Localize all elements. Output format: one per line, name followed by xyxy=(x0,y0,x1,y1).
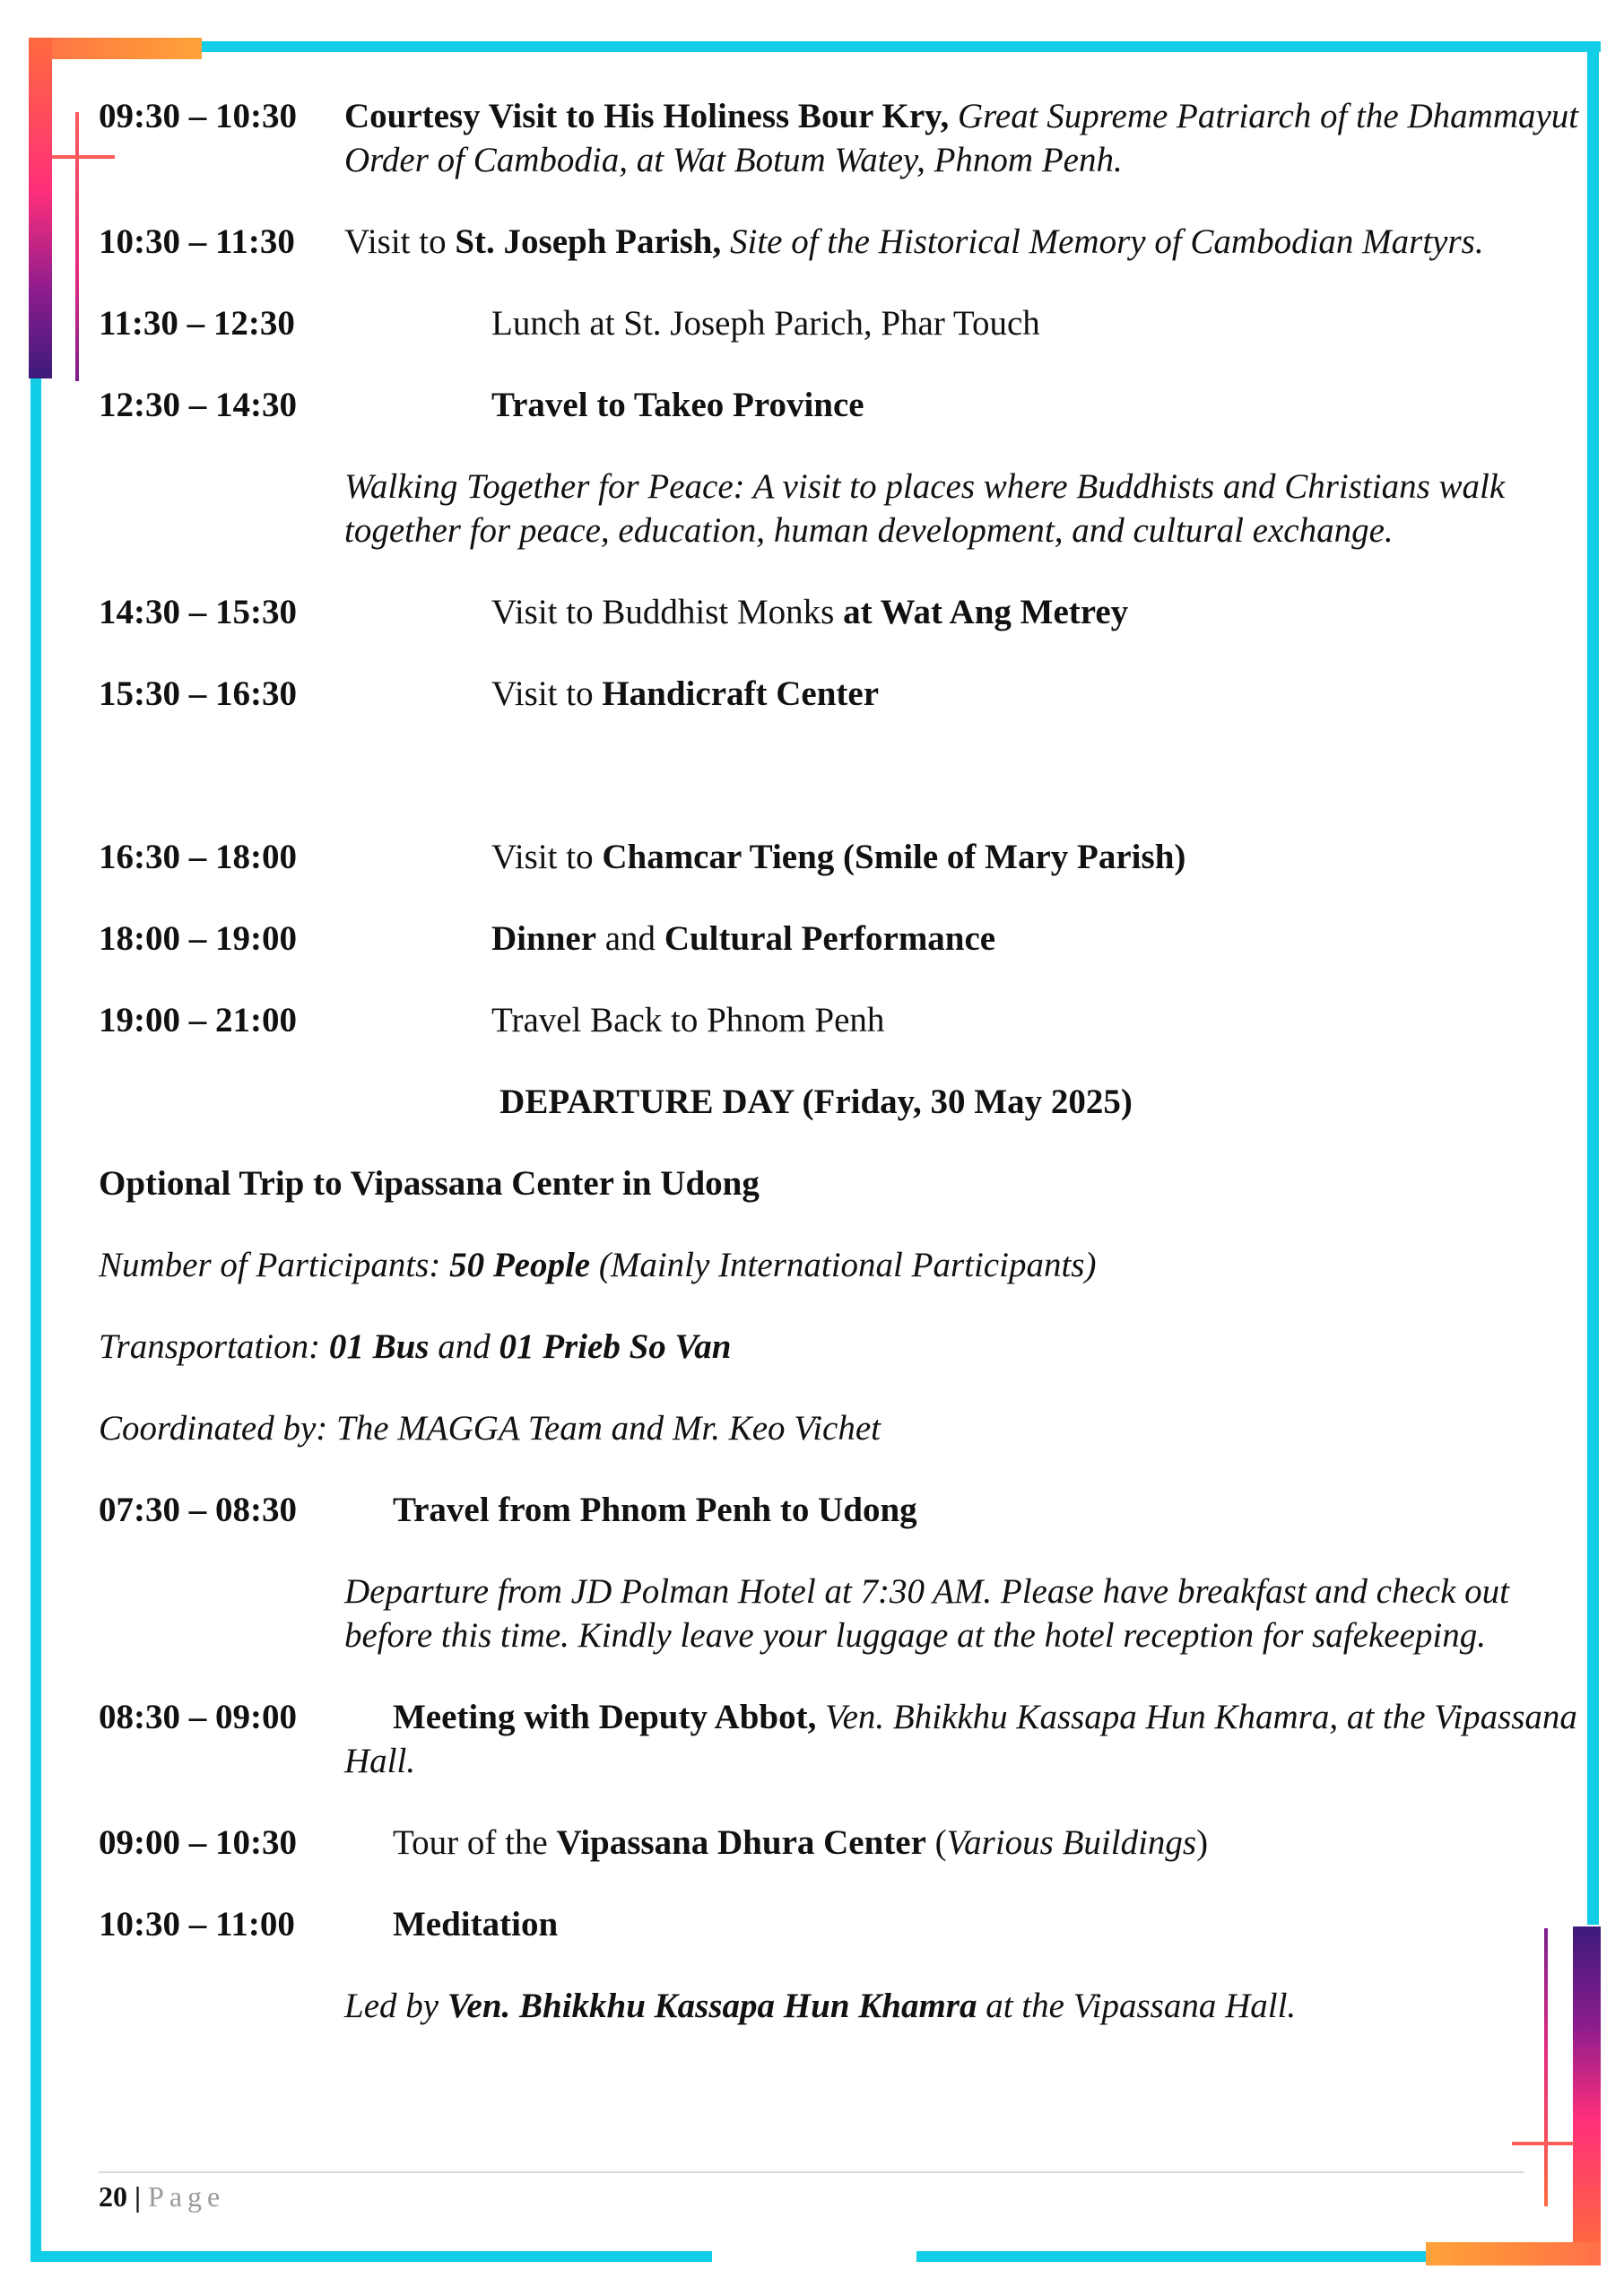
gradient-bar-right xyxy=(1573,1926,1601,2249)
schedule-time: 10:30 – 11:00 xyxy=(99,1905,295,1944)
schedule-row xyxy=(99,590,1533,634)
participants-label: Number of Participants: xyxy=(99,1246,450,1284)
schedule-content xyxy=(99,94,1579,2028)
event-title: St. Joseph Parish, xyxy=(455,222,722,261)
led-by-prefix: Led by xyxy=(344,1987,447,2025)
event-title: at Wat Ang Metrey xyxy=(843,593,1129,631)
schedule-time: 12:30 – 14:30 xyxy=(99,386,297,424)
schedule-time: 18:00 – 19:00 xyxy=(99,919,297,958)
event-title: Dinner xyxy=(491,919,596,958)
schedule-description: Travel Back to Phnom Penh xyxy=(491,1001,885,1039)
event-prefix: Visit to Buddhist Monks xyxy=(491,593,844,631)
event-detail: Various Buildings xyxy=(946,1823,1197,1862)
page-number: 20 xyxy=(99,2180,127,2213)
participants-note: (Mainly International Participants) xyxy=(590,1246,1097,1284)
transport-label: Transportation: xyxy=(99,1327,329,1366)
schedule-row xyxy=(99,1821,1533,1865)
departure-day-heading: DEPARTURE DAY (Friday, 30 May 2025) xyxy=(499,1083,1133,1121)
optional-trip-heading xyxy=(99,1161,1533,1205)
optional-trip-title: Optional Trip to Vipassana Center in Udong xyxy=(99,1164,760,1203)
event-detail: Ven. Bhikkhu Kassapa Hun Khamra, at the Vipassana Hall. xyxy=(344,1698,1577,1780)
led-by-suffix: at the Vipassana Hall. xyxy=(977,1987,1297,2025)
coordinated-by-line xyxy=(99,1406,1533,1450)
schedule-row xyxy=(99,672,1533,716)
event-detail: Site of the Historical Memory of Cambodian Martyrs. xyxy=(721,222,1484,261)
schedule-row xyxy=(99,94,1579,182)
schedule-time: 14:30 – 15:30 xyxy=(99,593,297,631)
schedule-time: 09:30 – 10:30 xyxy=(99,97,297,135)
event-title: Travel from Phnom Penh to Udong xyxy=(393,1491,917,1529)
schedule-time: 16:30 – 18:00 xyxy=(99,838,297,876)
schedule-row xyxy=(99,1695,1577,1783)
led-by-name: Ven. Bhikkhu Kassapa Hun Khamra xyxy=(447,1987,977,2025)
event-title: Meditation xyxy=(393,1905,559,1944)
transportation-line xyxy=(99,1325,1533,1369)
participants-count: 50 People xyxy=(449,1246,591,1284)
event-title: Vipassana Dhura Center xyxy=(556,1823,926,1862)
page-footer xyxy=(99,2171,1524,2213)
schedule-row xyxy=(99,835,1533,879)
corner-accent-bottom xyxy=(1426,2242,1601,2266)
participants-line xyxy=(99,1243,1533,1287)
schedule-row xyxy=(99,220,1533,264)
event-title: Chamcar Tieng (Smile of Mary Parish) xyxy=(602,838,1186,876)
schedule-time: 11:30 – 12:30 xyxy=(99,304,295,343)
schedule-description xyxy=(393,1488,1624,1532)
event-prefix: Visit to xyxy=(491,674,603,713)
schedule-description xyxy=(491,917,1624,961)
event-title: Handicraft Center xyxy=(602,674,880,713)
schedule-description xyxy=(344,220,1600,264)
gradient-bar-left xyxy=(29,38,52,378)
schedule-time: 10:30 – 11:30 xyxy=(99,222,295,261)
schedule-row xyxy=(99,1902,1533,1946)
schedule-description xyxy=(491,383,1624,427)
schedule-description xyxy=(393,1821,1624,1865)
page-separator: | xyxy=(127,2180,149,2213)
schedule-time: 07:30 – 08:30 xyxy=(99,1491,297,1529)
transport-connector: and xyxy=(429,1327,499,1366)
led-by-note xyxy=(344,1984,1537,2028)
frame-left-line xyxy=(30,269,41,2262)
blank-gap xyxy=(99,753,1533,835)
event-prefix: Visit to xyxy=(491,838,603,876)
paren-close: ) xyxy=(1196,1823,1209,1862)
schedule-description xyxy=(344,94,1600,182)
schedule-row xyxy=(99,1488,1533,1532)
frame-bottom-line-right xyxy=(916,2251,1455,2262)
transport-bus: 01 Bus xyxy=(328,1327,430,1366)
paren-open: ( xyxy=(925,1823,947,1862)
page-label: Page xyxy=(148,2180,226,2213)
frame-bottom-line-left xyxy=(30,2251,712,2262)
cross-accent-right-vertical xyxy=(1544,1928,1548,2206)
transport-van: 01 Prieb So Van xyxy=(499,1327,732,1366)
schedule-description xyxy=(344,1695,1600,1783)
cross-accent-right-horizontal xyxy=(1512,2142,1575,2145)
event-title-2: Cultural Performance xyxy=(664,919,996,958)
event-title: Meeting with Deputy Abbot, xyxy=(393,1698,817,1736)
coordinated-text: Coordinated by: The MAGGA Team and Mr. Keo Vichet xyxy=(99,1409,881,1448)
event-title: Travel to Takeo Province xyxy=(491,386,864,424)
schedule-description xyxy=(393,1902,1624,1946)
schedule-row xyxy=(99,917,1533,961)
schedule-description: Lunch at St. Joseph Parich, Phar Touch xyxy=(491,304,1040,343)
schedule-row xyxy=(99,301,1533,345)
schedule-time: 09:00 – 10:30 xyxy=(99,1823,297,1862)
schedule-time: 08:30 – 09:00 xyxy=(99,1698,297,1736)
corner-accent-top xyxy=(29,38,202,59)
schedule-time: 19:00 – 21:00 xyxy=(99,1001,297,1039)
schedule-row xyxy=(99,998,1533,1042)
frame-top-line xyxy=(193,41,1601,52)
departure-note: Departure from JD Polman Hotel at 7:30 AM. Please have breakfast and check out before this time. Kindly leave your luggage at the hotel reception for safekeeping. xyxy=(344,1572,1509,1655)
event-detail: Great Supreme Patriarch of the Dhammayut Order of Cambodia, at Wat Botum Watey, Phnom Penh. xyxy=(344,97,1579,179)
schedule-description xyxy=(491,672,1624,716)
schedule-description xyxy=(491,590,1624,634)
cross-accent-left-vertical xyxy=(75,112,79,381)
schedule-time: 15:30 – 16:30 xyxy=(99,674,297,713)
event-prefix: Visit to xyxy=(344,222,456,261)
event-prefix: Tour of the xyxy=(393,1823,557,1862)
schedule-row xyxy=(99,383,1533,427)
schedule-description xyxy=(491,835,1624,879)
walking-together-note: Walking Together for Peace: A visit to places where Buddhists and Christians walk together for peace, education, human development, and cultural exchange. xyxy=(344,467,1506,550)
event-connector: and xyxy=(596,919,664,958)
event-title: Courtesy Visit to His Holiness Bour Kry, xyxy=(344,97,950,135)
